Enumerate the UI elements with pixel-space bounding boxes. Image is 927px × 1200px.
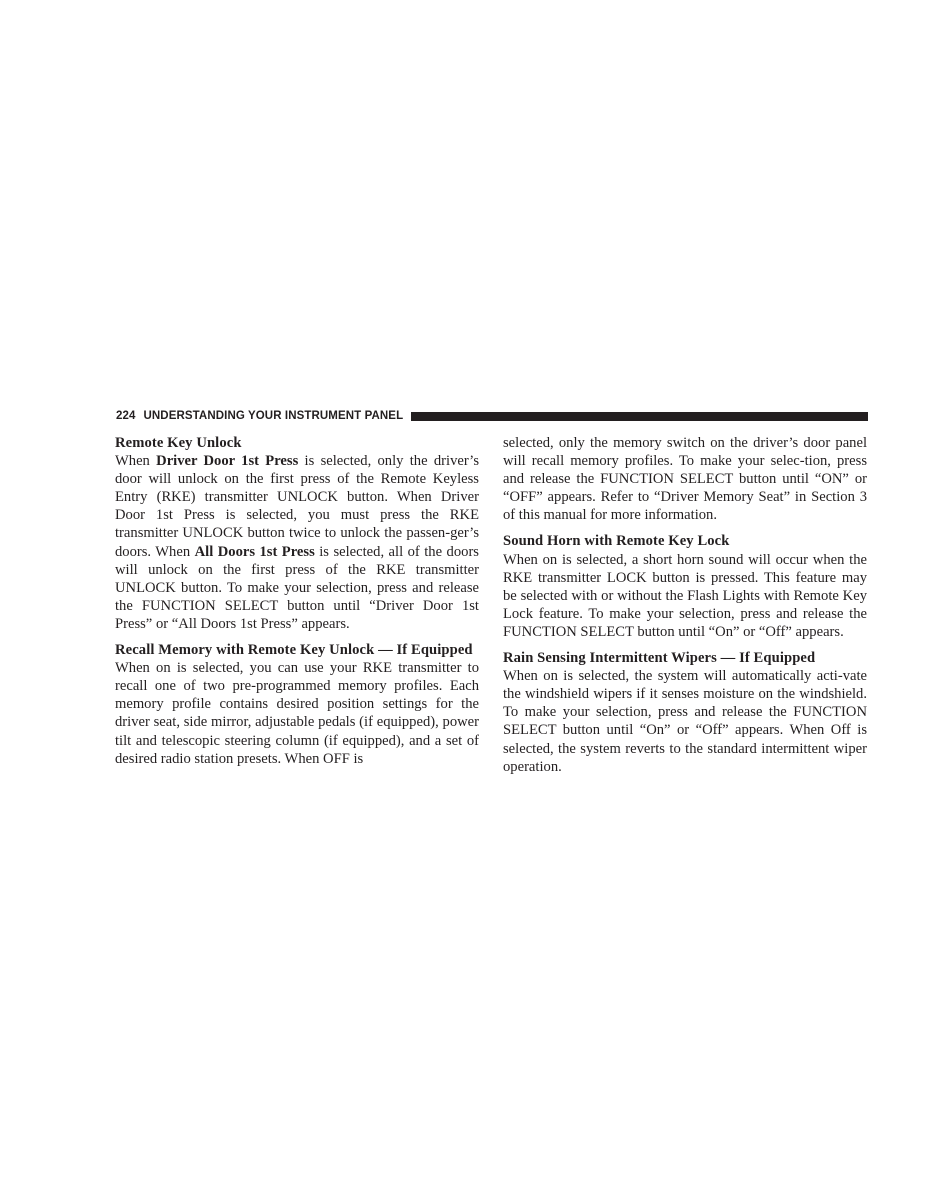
section-heading: Sound Horn with Remote Key Lock <box>503 533 730 550</box>
section-heading: Remote Key Unlock <box>115 435 242 451</box>
section-body: selected, only the memory switch on the driver’s door panel will recall memory profiles. To make your selec-tion, press and release the FUNCTION SELECT button until “ON” or “OFF” appears. Refer to “Driver Memory Seat” in Section 3 of this manual for more information. <box>503 435 867 524</box>
section-body: When on is selected, the system will automatically acti-vate the windshield wipers if it senses moisture on the windshield. To make your selection, press and release the FUNCTION SELECT button until “On” or “Off” appears. When Off is selected, the system reverts to the standard intermittent wiper operation. <box>503 668 867 775</box>
right-column <box>503 434 867 784</box>
page-header <box>116 409 868 423</box>
bold-term: All Doors 1st Press <box>194 543 315 560</box>
section-recall-memory <box>115 641 479 768</box>
body-text: When <box>115 453 157 470</box>
body-text: is selected, only the driver’s door will unlock on the first press of the Remote Keyless Entry (RKE) transmitter UNLOCK button. When Driver Door 1st Press is selected, you must press the RKE transmitter UNLOCK button twice to unlock the passen-ger’s doors. When <box>115 453 480 560</box>
section-heading: Rain Sensing Intermittent Wipers — If Equipped <box>503 650 816 667</box>
bold-term: Driver Door 1st Press <box>156 453 299 470</box>
section-remote-key-unlock <box>115 434 479 633</box>
section-body <box>115 452 479 633</box>
section-body: When on is selected, a short horn sound will occur when the RKE transmitter LOCK button is pressed. This feature may be selected with or without the Flash Lights with Remote Key Lock feature. To make your selection, press and release the FUNCTION SELECT button until “On” or “Off” appears. <box>503 551 867 640</box>
section-recall-memory-continued <box>503 434 867 524</box>
section-body: When on is selected, you can use your RKE transmitter to recall one of two pre-programmed memory profiles. Each memory profile contains desired position settings for the driver seat, side mirror, adjustable pedals (if equipped), power tilt and telescopic steering column (if equipped), and a set of desired radio station presets. When OFF is <box>115 660 479 767</box>
header-rule <box>411 412 868 421</box>
header-title: UNDERSTANDING YOUR INSTRUMENT PANEL <box>143 410 404 422</box>
section-heading: Recall Memory with Remote Key Unlock — If Equipped <box>115 642 473 659</box>
page-number: 224 <box>116 410 136 422</box>
section-sound-horn <box>503 532 867 641</box>
left-column <box>115 434 479 776</box>
section-rain-sensing <box>503 649 867 776</box>
body-text: is selected, all of the doors will unlock on the first press of the RKE transmitter UNLOCK button. To make your selection, press and release the FUNCTION SELECT button until “Driver Door 1st Press” or “All Doors 1st Press” appears. <box>115 543 479 632</box>
